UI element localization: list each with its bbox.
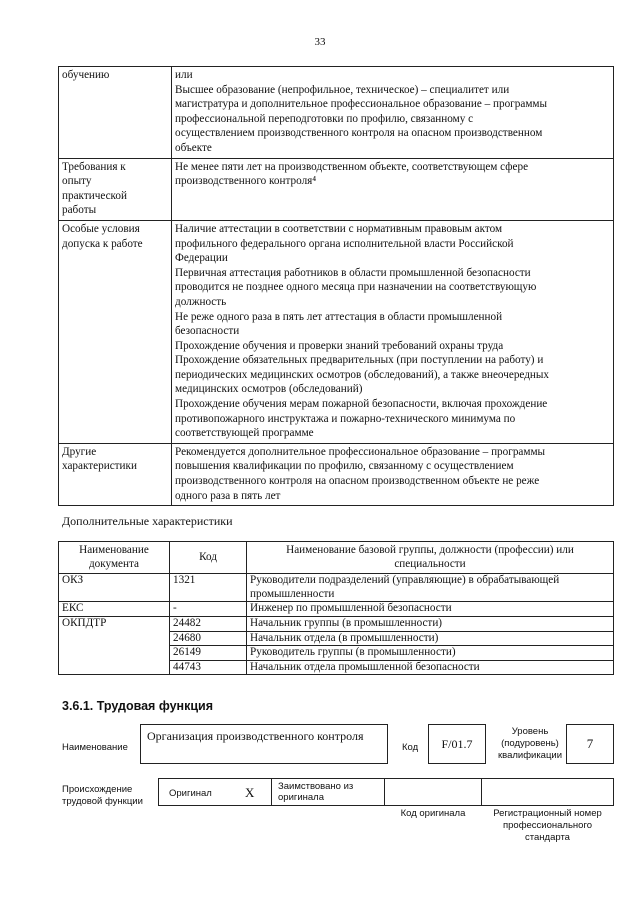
name-label: Наименование <box>62 742 128 753</box>
table-row <box>59 616 614 631</box>
requirement-value: Не менее пяти лет на производственном объекте, соответствующем сфере производственного контроля⁴ <box>172 158 614 220</box>
requirement-row <box>59 220 614 443</box>
additional-characteristics-heading: Дополнительные характеристики <box>62 514 233 528</box>
level-label: Уровень (подуровень) квалификации <box>497 726 563 761</box>
qualification-level-value: 7 <box>586 736 594 751</box>
function-code-box <box>428 724 486 764</box>
doc-cell: ОКЗ <box>59 574 170 602</box>
reg-number-cell <box>481 778 614 806</box>
requirement-row <box>59 443 614 505</box>
requirement-value: Наличие аттестации в соответствии с нормативным правовым актом профильного федерального органа исполнительной власти Российской Федерации Первичная аттестация работников в области промышленной безопасности проводится не позднее одного месяца при назначении на соответствующую должность Не реже одного раза в пять лет аттестация в области промышленной безопасности Прохождение обучения и проверки знаний требований охраны труда Прохождение обязательных предварительных (при поступлении на работу) и периодических медицинских осмотров (обследований), а также внеочередных медицинских осмотров (обследований) Прохождение обучения мерам пожарной безопасности, включая прохождение противопожарного инструктажа и пожарно-технического минимума по соответствующей программе <box>172 220 614 443</box>
doc-cell: ЕКС <box>59 602 170 617</box>
code-cell: 26149 <box>170 646 247 661</box>
code-cell: 24482 <box>170 616 247 631</box>
function-name-value: Организация производственного контроля <box>147 729 364 743</box>
original-code-cell <box>384 778 482 806</box>
labor-function-heading: 3.6.1. Трудовая функция <box>62 699 214 713</box>
code-cell: 24680 <box>170 631 247 646</box>
qualification-level-box <box>566 724 614 764</box>
name-cell: Инженер по промышленной безопасности <box>247 602 614 617</box>
borrowed-cell <box>271 778 385 806</box>
requirement-label: Другие характеристики <box>59 443 172 505</box>
code-cell: 1321 <box>170 574 247 602</box>
function-name-box <box>140 724 388 764</box>
name-cell: Начальник группы (в промышленности) <box>247 616 614 631</box>
requirement-value: или Высшее образование (непрофильное, техническое) – специалитет или магистратура и дополнительное профессиональное образование – программы профессиональной переподготовки по профилю, связанному с осуществлением производственного контроля на опасном производственном объекте <box>172 67 614 159</box>
original-cell <box>158 778 272 806</box>
original-checkbox-mark: X <box>245 785 255 800</box>
original-label: Оригинал <box>169 788 212 799</box>
code-cell: 44743 <box>170 660 247 675</box>
page-number: 33 <box>314 36 326 48</box>
requirements-table <box>58 66 614 506</box>
doc-cell: ОКПДТР <box>59 616 170 674</box>
table-header-row <box>59 542 614 574</box>
table-row <box>59 574 614 602</box>
name-cell: Начальник отдела промышленной безопасности <box>247 660 614 675</box>
requirement-value: Рекомендуется дополнительное профессиональное образование – программы повышения квалификации по профилю, связанному с осуществлением производственного контроля на опасном производственном объекте не реже одного раза в пять лет <box>172 443 614 505</box>
name-cell: Начальник отдела (в промышленности) <box>247 631 614 646</box>
origin-label: Происхождение трудовой функции <box>62 784 143 807</box>
reg-number-label: Регистрационный номер профессионального стандарта <box>493 808 602 843</box>
borrowed-label: Заимствовано из оригинала <box>278 781 354 803</box>
requirement-row <box>59 158 614 220</box>
function-code-value: F/01.7 <box>441 737 473 751</box>
requirement-label: Требования к опыту практической работы <box>59 158 172 220</box>
requirement-row <box>59 67 614 159</box>
name-header: Наименование базовой группы, должности (профессии) или специальности <box>247 542 614 574</box>
code-label: Код <box>402 742 419 753</box>
table-row <box>59 602 614 617</box>
code-header: Код <box>170 542 247 574</box>
code-cell: - <box>170 602 247 617</box>
additional-characteristics-table <box>58 541 614 675</box>
requirement-label: Особые условия допуска к работе <box>59 220 172 443</box>
doc-header: Наименование документа <box>59 542 170 574</box>
requirement-label: обучению <box>59 67 172 159</box>
name-cell: Руководитель группы (в промышленности) <box>247 646 614 661</box>
original-code-label: Код оригинала <box>400 808 466 819</box>
name-cell: Руководители подразделений (управляющие) в обрабатывающей промышленности <box>247 574 614 602</box>
